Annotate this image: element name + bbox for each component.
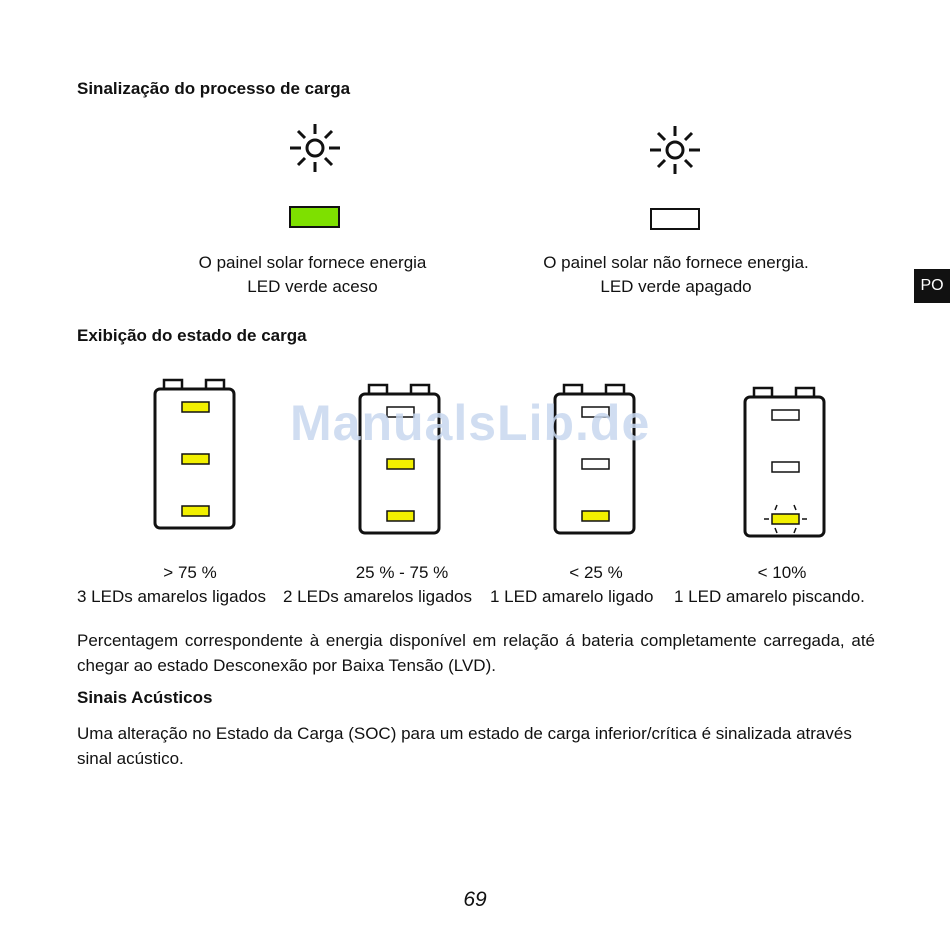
paragraph-acoustic: Uma alteração no Estado da Carga (SOC) para um estado de carga inferior/crítica é sinalizada através sinal acústico. [77, 724, 852, 768]
solar-caption-line2: LED verde aceso [247, 277, 378, 296]
solar-caption-line1: O painel solar fornece energia [198, 253, 427, 272]
page-number: 69 [463, 888, 487, 911]
sun-icon [287, 120, 343, 176]
section-title-acoustic: Sinais Acústicos [77, 688, 213, 707]
paragraph-state-of-charge: Percentagem correspondente à energia disponível em relação á bateria completamente carregada, até chegar ao estado Desconexão por Baixa Tensão (LVD). [77, 631, 875, 675]
section-title-charge-state: Exibição do estado de carga [77, 326, 307, 345]
battery-percent: 25 % - 75 % [355, 563, 449, 582]
battery-percent: > 75 % [163, 563, 217, 582]
battery-desc-2: 2 LEDs amarelos ligados [283, 587, 472, 606]
green-led-off [650, 208, 700, 230]
solar-caption-line1: O painel solar não fornece energia. [543, 253, 809, 272]
language-tab: PO [914, 269, 950, 303]
battery-caption-2 [297, 561, 507, 585]
solar-caption-off [515, 251, 837, 299]
battery-percent: < 25 % [569, 563, 623, 582]
solar-caption-on [160, 251, 465, 299]
battery-percent: < 10% [757, 563, 807, 582]
battery-caption-1 [85, 561, 295, 585]
battery-caption-4 [677, 561, 887, 585]
section-title-charge-process: Sinalização do processo de carga [77, 79, 351, 98]
battery-icon-full [152, 377, 238, 532]
battery-icon-critical [742, 385, 828, 540]
watermark: ManualsLib.de [290, 395, 651, 451]
green-led-on [289, 206, 340, 228]
sun-icon [647, 122, 703, 178]
battery-desc-4: 1 LED amarelo piscando. [674, 587, 865, 606]
battery-caption-3 [491, 561, 701, 585]
battery-desc-3: 1 LED amarelo ligado [490, 587, 654, 606]
solar-caption-line2: LED verde apagado [600, 277, 752, 296]
battery-desc-1: 3 LEDs amarelos ligados [77, 587, 266, 606]
